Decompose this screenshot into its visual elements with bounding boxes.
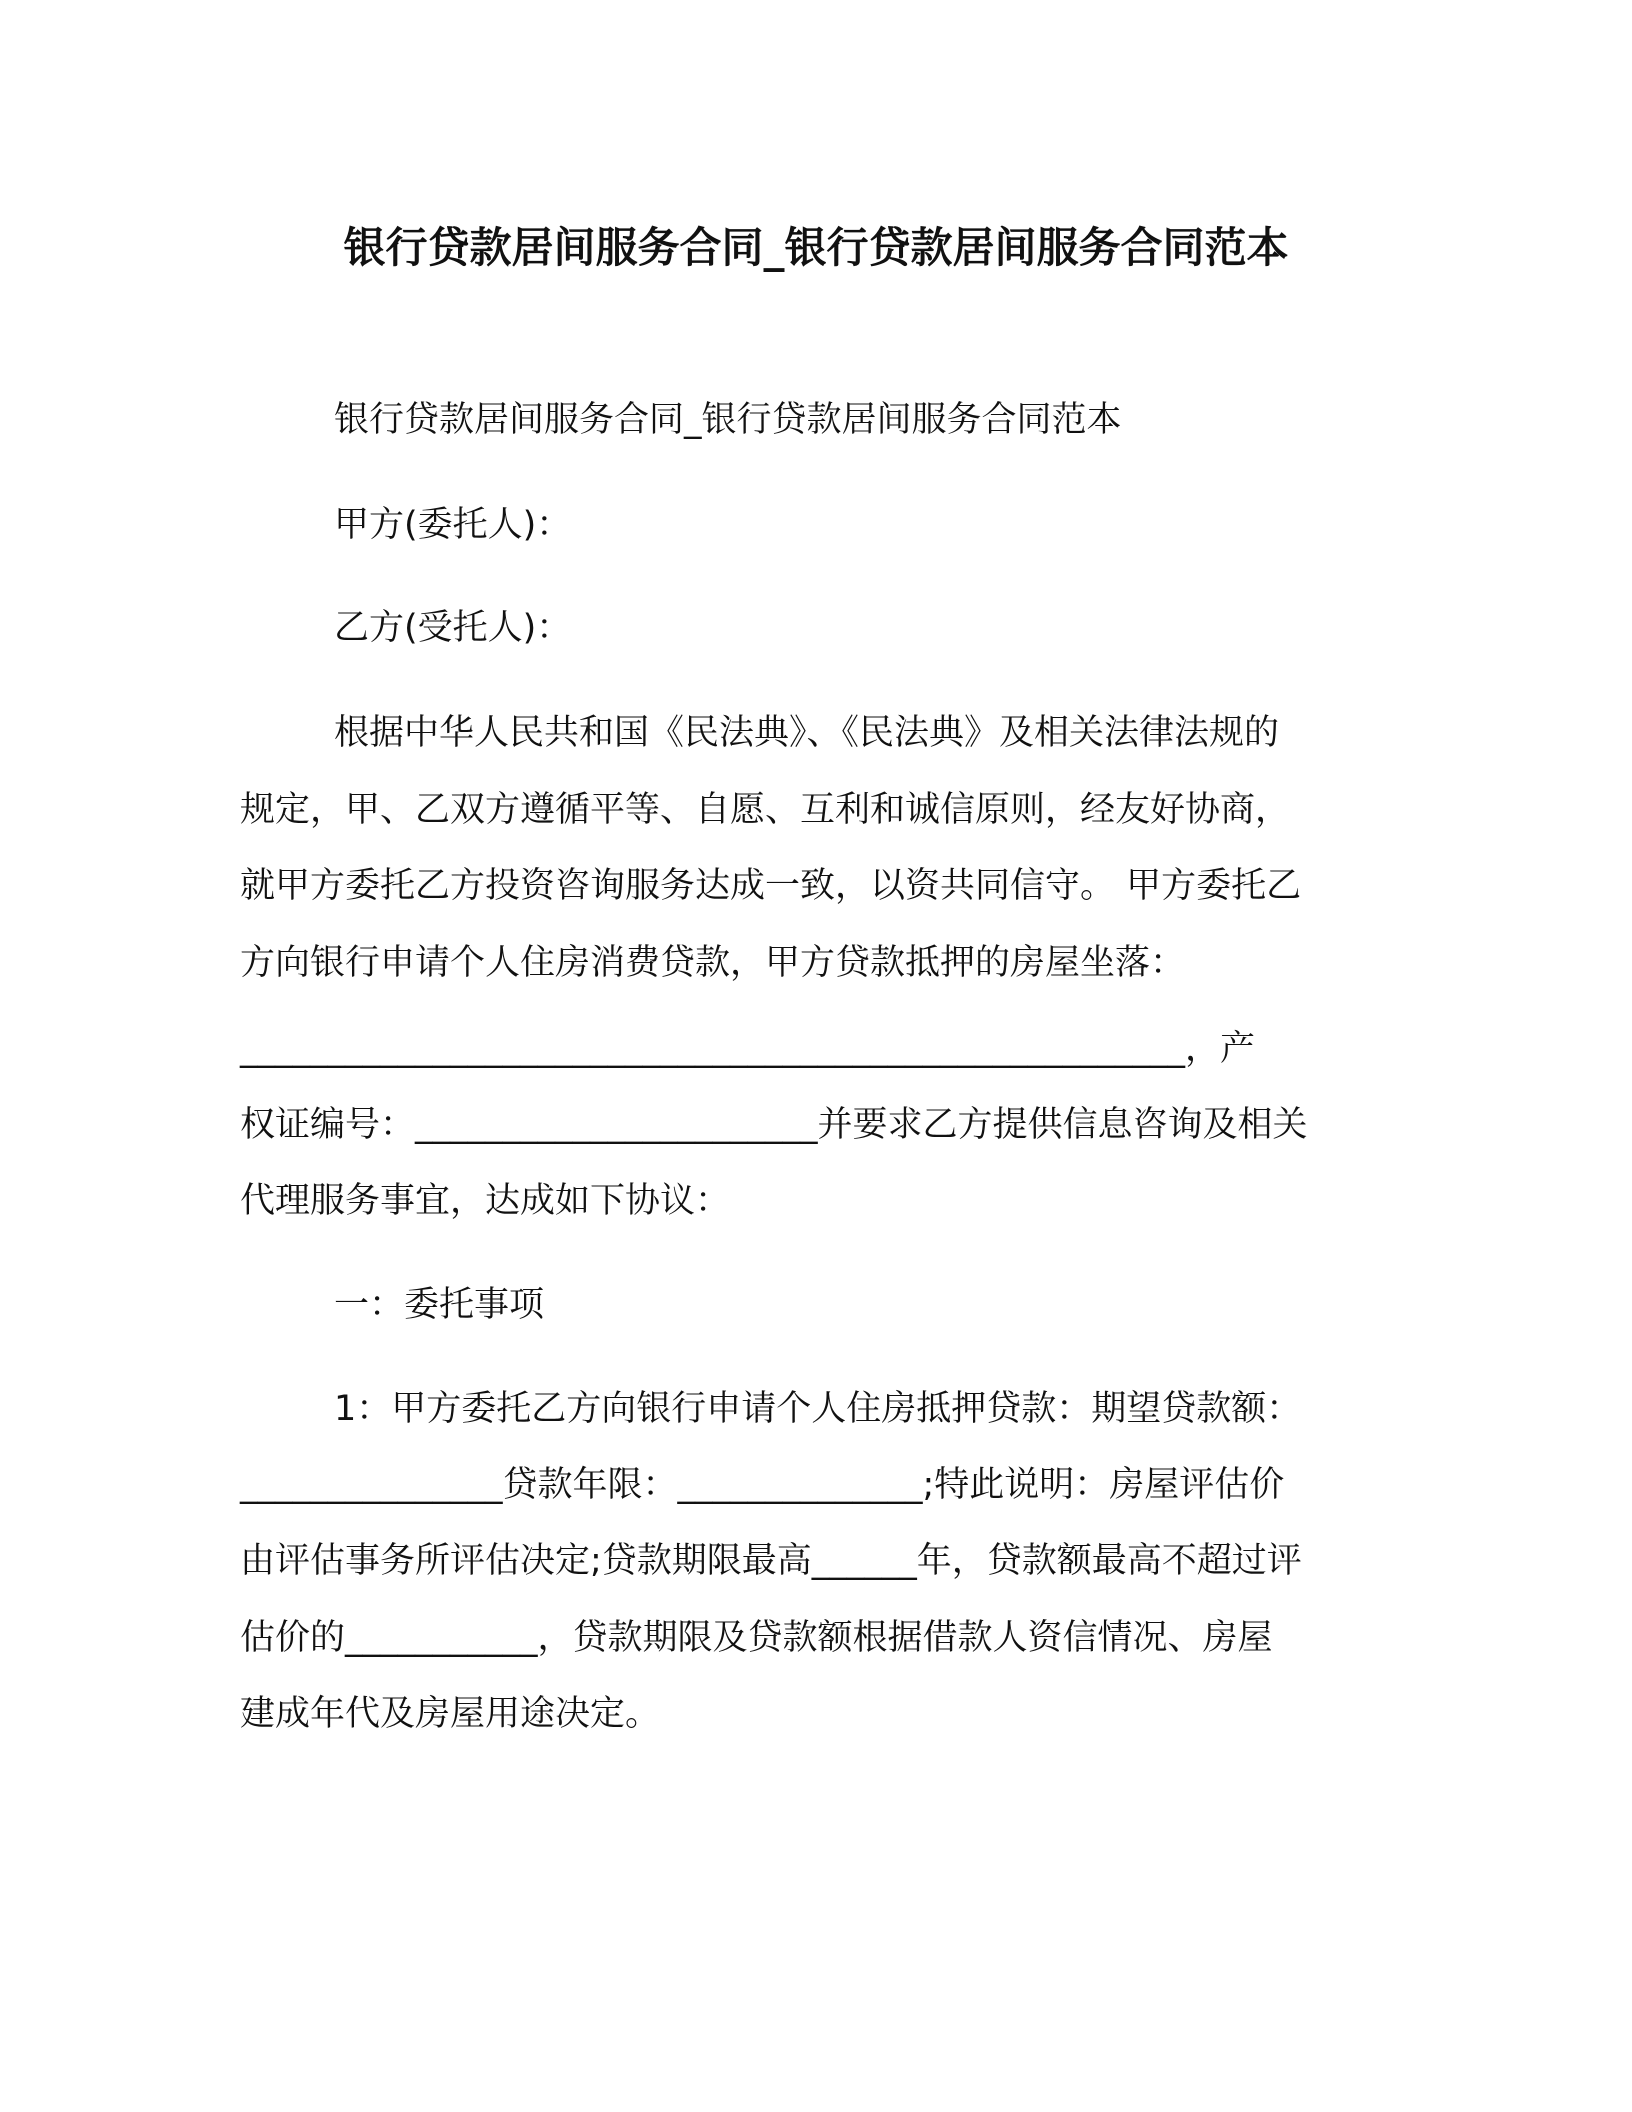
body-line-party-a: 甲方(委托人)：: [334, 505, 572, 545]
body-line: 权证编号：_______________________并要求乙方提供信息咨询及相关: [240, 1105, 1308, 1145]
body-line: 建成年代及房屋用途决定。: [240, 1694, 661, 1734]
body-line: ______________________________________________________，产: [240, 1029, 1256, 1069]
body-line: 估价的___________，贷款期限及贷款额根据借款人资信情况、房屋: [240, 1618, 1273, 1658]
body-line-subtitle: 银行贷款居间服务合同_银行贷款居间服务合同范本: [334, 400, 1122, 440]
section-heading: 一：委托事项: [334, 1285, 545, 1325]
body-line: 1：甲方委托乙方向银行申请个人住房抵押贷款：期望贷款额：: [334, 1389, 1302, 1429]
body-line: _______________贷款年限：______________;特此说明：房屋评估价: [240, 1465, 1285, 1505]
body-line: 就甲方委托乙方投资咨询服务达成一致，以资共同信守。 甲方委托乙: [240, 866, 1302, 906]
body-line: 代理服务事宜，达成如下协议：: [240, 1181, 731, 1221]
body-line: 规定，甲、乙双方遵循平等、自愿、互利和诚信原则，经友好协商，: [240, 790, 1291, 830]
body-line: 根据中华人民共和国《民法典》、《民法典》及相关法律法规的: [334, 713, 1280, 753]
document-title: 银行贷款居间服务合同_银行贷款居间服务合同范本: [343, 223, 1289, 272]
body-line-party-b: 乙方(受托人)：: [334, 608, 572, 648]
body-line: 方向银行申请个人住房消费贷款，甲方贷款抵押的房屋坐落：: [240, 943, 1186, 983]
body-line: 由评估事务所评估决定;贷款期限最高______年，贷款额最高不超过评: [240, 1541, 1302, 1581]
